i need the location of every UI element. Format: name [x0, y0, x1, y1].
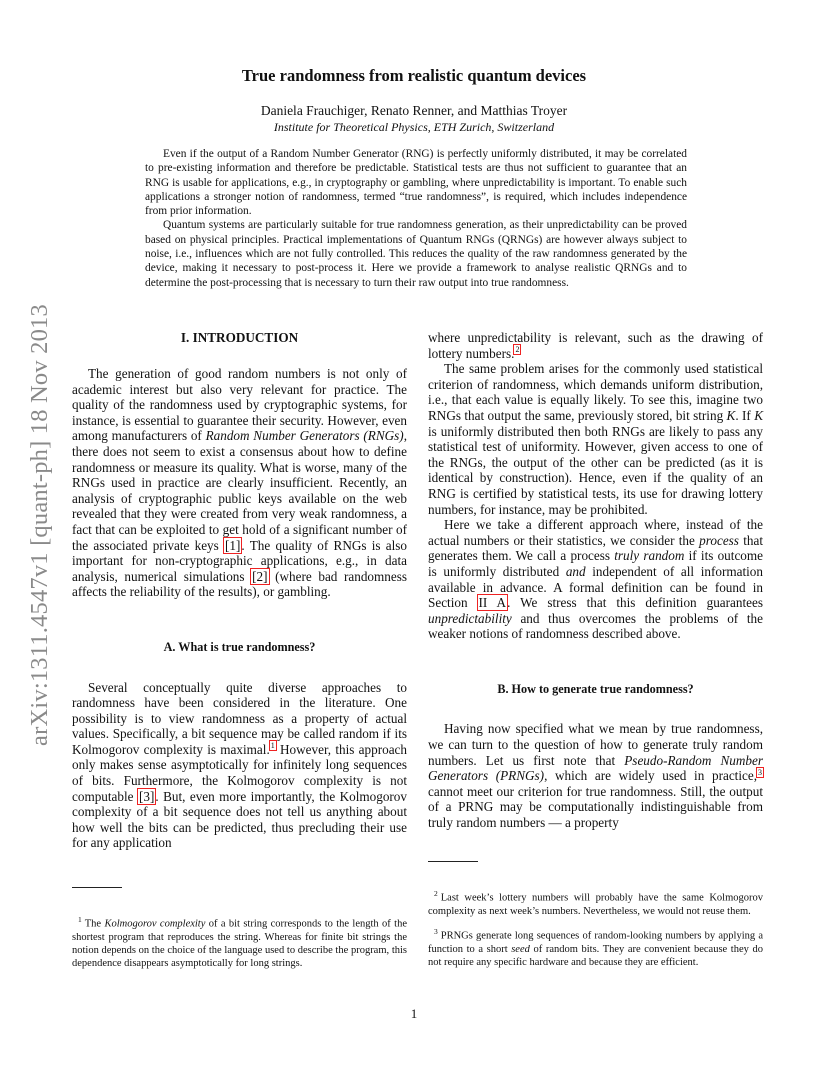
uniformity-paragraph: The same problem arises for the commonly used statistical criterion of randomness, which demands uniform distribution, i.e., that each value is equally likely. To see this, imagine two RNGs that output the same, previously stored, bit string K. If K is uniformly distributed then both RNGs are likely to pass any statistical test of uniformity. However, given access to one of the RNGs, the output of the other can be predicted (as it is identical by construction). Hence, even if the quality of an RNG is certified by statistical tests, its use for drawing lottery numbers, for instance, may be prohibited.	[428, 361, 763, 517]
arxiv-identifier: arXiv:1311.4547v1 [quant-ph] 18 Nov 2013	[26, 304, 53, 746]
subsection-heading-a: A. What is true randomness?	[163, 639, 316, 654]
subsection-b-paragraph: Having now specified what we mean by true randomness, we can turn to the question of how to generate truly random numbers. Let us first note that Pseudo-Random Number Generators (PRNGs), which are widely used in practice,$^3$ cannot meet our criterion for true randomness. Still, the output of a PRNG may be computationally indistinguishable from truly random numbers — a property	[428, 721, 763, 831]
footnote-1: $^1$ The Kolmogorov complexity of a bit string corresponds to the length of the shortest program that reproduces the string. Whereas for finite bit strings the notion depends on the choice of the language used to describe the program, this dependence disappears asymptotically for long strings.	[72, 915, 407, 969]
intro-emphasis: Random Number Generators (RNGs)	[205, 428, 404, 444]
subsection-heading-b: B. How to generate true randomness?	[497, 681, 694, 696]
footnote-divider-right	[428, 861, 478, 862]
arxiv-stamp	[20, 275, 60, 775]
affiliation: Institute for Theoretical Physics, ETH Zurich, Switzerland	[273, 120, 555, 134]
abstract-paragraph-1: Even if the output of a Random Number Generator (RNG) is perfectly uniformly distributed, it may be correlated to pre-existing information and therefore be predictable. Statistical tests are thus not sufficient to guarantee that an RNG is usable for applications, e.g., in cryptography or gambling, where unpredictability is important. To enable such applications a stronger notion of randomness, termed “true randomness”, is required, which includes independence from prior information.	[145, 148, 687, 218]
footnote-link-2[interactable]: 2	[515, 345, 520, 355]
left-column	[72, 330, 407, 851]
page-number: 1	[410, 1006, 418, 1021]
footnote-3: $^3$ PRNGs generate long sequences of random-looking numbers by applying a function to a short seed of random bits. They are convenient because they do not require any specific hardware and because they are efficient.	[428, 927, 763, 968]
right-column	[428, 330, 763, 831]
footnote-link-3[interactable]: 3	[758, 767, 762, 777]
citation-link-1[interactable]: [1]	[225, 537, 241, 553]
paper-title: True randomness from realistic quantum devices	[241, 66, 587, 85]
section-heading-introduction: I. INTRODUCTION	[180, 330, 299, 345]
footnote-2: $^2$ Last week’s lottery numbers will probably have the same Kolmogorov complexity as next week’s numbers. Nevertheless, we would not reuse them.	[428, 889, 763, 917]
abstract	[145, 147, 687, 290]
footnote-link-1[interactable]: 1	[270, 741, 275, 751]
author-list: Daniela Frauchiger, Renato Renner, and Matthias Troyer	[260, 103, 568, 118]
citation-link-3[interactable]: [3]	[138, 788, 155, 804]
continued-paragraph: where unpredictability is relevant, such as the drawing of lottery numbers.$^2$	[428, 330, 763, 361]
section-link-2a[interactable]: II A	[478, 595, 507, 611]
citation-link-2[interactable]: [2]	[252, 568, 268, 584]
intro-paragraph: The generation of good random numbers is not only of academic interest but also very relevant for practice. The quality of the randomness used by cryptographic systems, for instance, is essential to guarantee their security. However, even among manufacturers of Random Number Generators (RNGs), there does not seem to exist a consensus about how to define randomness or measure its quality. What is worse, many of the RNGs used in practice are clearly insufficient. Recently, an analysis of cryptographic public keys available on the web revealed that they were created from very weak randomness, a fact that can be exploited to get hold of a significant number of the associated private keys [1]. The quality of RNGs is also important for non-cryptographic applications, e.g., in data analysis, numerical simulations [2] (where bad randomness affects the reliability of the results), or gambling.	[72, 366, 408, 600]
subsection-a-paragraph: Several conceptually quite diverse approaches to randomness have been considered in the literature. One possibility is to view randomness as a property of actual values. Specifically, a bit sequence may be called random if its Kolmogorov complexity is maximal.$^1$ However, this approach only makes sense asymptotically for infinitely long sequences of bits. Furthermore, the Kolmogorov complexity is not computable [3]. But, even more importantly, the Kolmogorov complexity of a bit sequence does not tell us anything about how well the bits can be predicted, thus precluding their use for any application	[72, 679, 408, 851]
footnote-divider-left	[72, 887, 122, 888]
approach-paragraph: Here we take a different approach where, instead of the actual numbers or their statistics, we consider the process that generates them. We call a process truly random if its outcome is uniformly distributed and independent of all information available in advance. A formal definition can be found in Section II A. We stress that this definition guarantees unpredictability and thus overcomes the problems of the weaker notions of randomness described above.	[428, 517, 764, 642]
abstract-paragraph-2: Quantum systems are particularly suitable for true randomness generation, as their unpredictability can be proved based on physical principles. Practical implementations of Quantum RNGs (QRNGs) are however always subject to noise, i.e., influences which are not fully controlled. This reduces the quality of the raw randomness generated by the device, making it necessary to post-process it. Here we provide a framework to analyse realistic QRNGs and to determine the post-processing that is necessary to turn their raw output into true randomness.	[145, 219, 687, 289]
